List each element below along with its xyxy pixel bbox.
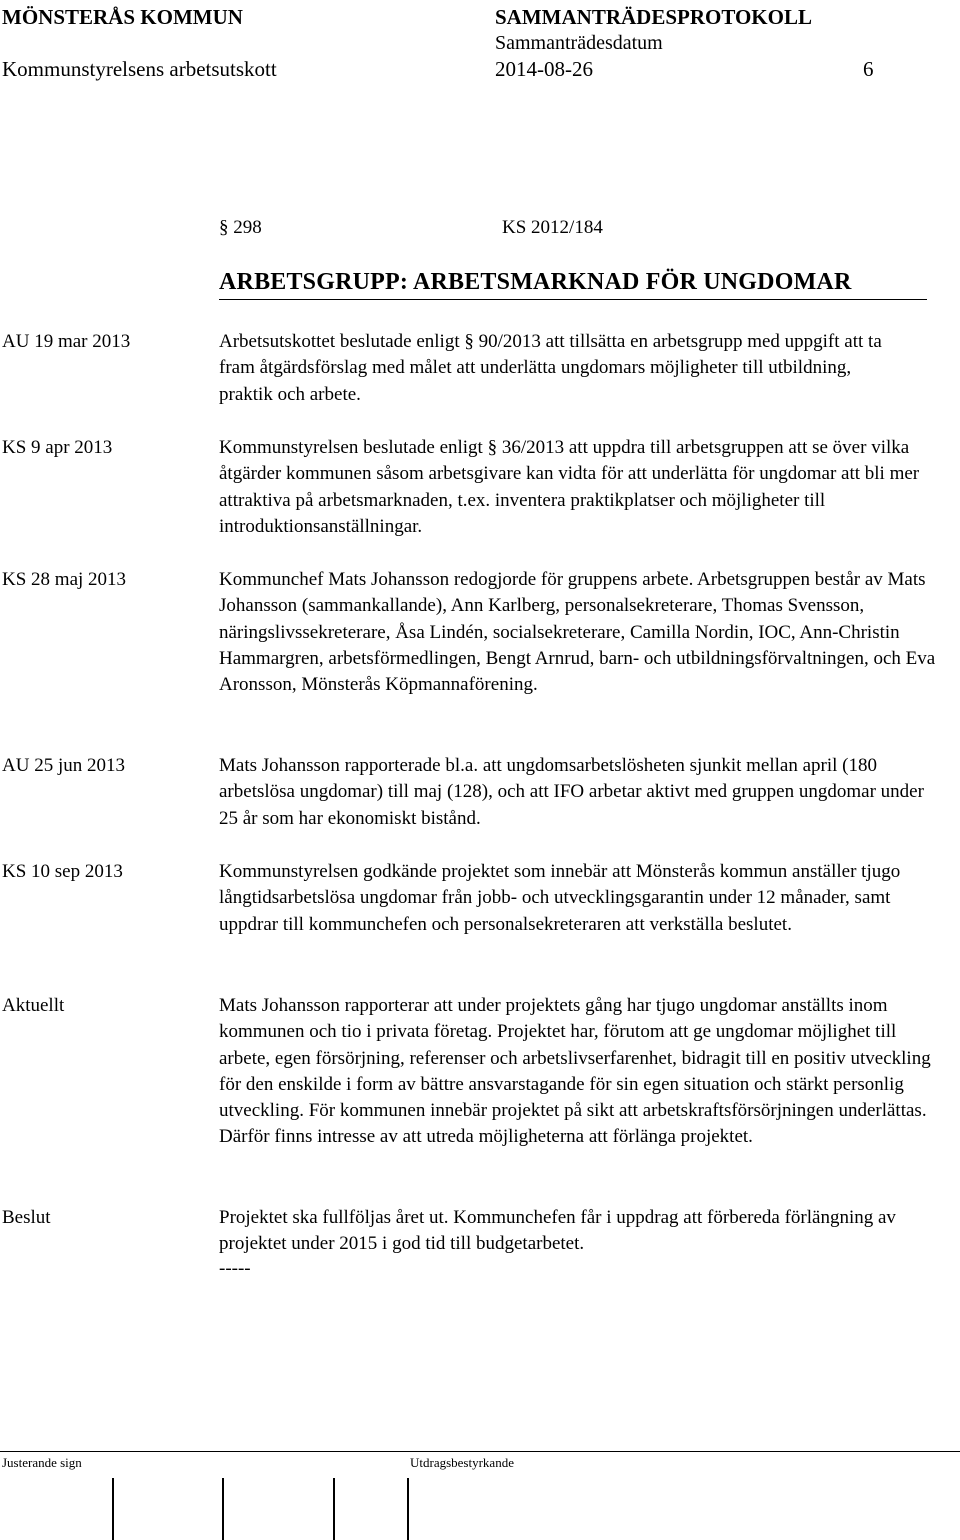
end-marker: ----- bbox=[219, 1257, 251, 1279]
signature-box-divider bbox=[112, 1478, 114, 1540]
entry-text: Projektet ska fullföljas året ut. Kommunchefen får i uppdrag att förbereda förlängning av projektet under 2015 i god tid till budgetarbetet. bbox=[219, 1207, 896, 1255]
entry-label: KS 28 maj 2013 bbox=[2, 569, 127, 590]
signature-box-divider bbox=[333, 1478, 335, 1540]
body-name: Kommunstyrelsens arbetsutskott bbox=[2, 57, 277, 81]
page-number: 6 bbox=[863, 57, 874, 81]
municipality-name: MÖNSTERÅS KOMMUN bbox=[2, 5, 243, 29]
entry-label: Aktuellt bbox=[2, 995, 65, 1016]
entry-text: Kommunchef Mats Johansson redogjorde för gruppens arbete. Arbetsgruppen består av Mats Johansson (sammankallande), Ann Karlberg, personalsekreterare, Thomas Svensson, näringslivssekreterare, Åsa Lindén, socialsekreterare, Camilla Nordin, IOC, Ann-Christin Hammargren, arbetsförmedlingen, Bengt Arnrud, barn- och utbildningsförvaltningen, och Eva Aronsson, Mönsterås Köpmannaförening. bbox=[219, 569, 936, 696]
entry-label: AU 19 mar 2013 bbox=[2, 331, 131, 352]
sign-label: Justerande sign bbox=[2, 1455, 82, 1470]
entry-text: Arbetsutskottet beslutade enligt § 90/2013 att tillsätta en arbetsgrupp med uppgift att ta fram åtgärdsförslag med målet att underlätta ungdomars möjligheter till utbildning, praktik och arbete. bbox=[219, 331, 882, 405]
meeting-date: 2014-08-26 bbox=[495, 57, 593, 81]
extract-label: Utdragsbestyrkande bbox=[410, 1455, 514, 1470]
document-type: SAMMANTRÄDESPROTOKOLL bbox=[495, 5, 812, 29]
date-label: Sammanträdesdatum bbox=[495, 32, 663, 54]
entry-text: Kommunstyrelsen beslutade enligt § 36/2013 att uppdra till arbetsgruppen att se över vilka åtgärder kommunen såsom arbetsgivare kan vidta för att underlätta för ungdomar att bli mer attraktiva på arbetsmarknaden, t.ex. inventera praktikplatser och möjligheter till introduktionsanställningar. bbox=[219, 437, 920, 537]
entry-text: Kommunstyrelsen godkände projektet som innebär att Mönsterås kommun anställer tjugo långtidsarbetslösa ungdomar från jobb- och utvecklingsgarantin under 12 månader, samt uppdrar till kommunchefen och personalsekreteraren att verkställa beslutet. bbox=[219, 861, 901, 935]
case-number: KS 2012/184 bbox=[502, 217, 603, 238]
entry-label: Beslut bbox=[2, 1207, 51, 1228]
entry-text: Mats Johansson rapporterar att under projektets gång har tjugo ungdomar anställts inom kommunen och tio i privata företag. Projektet har, förutom att ge ungdomar möjlighet till arbete, egen försörjning, referenser och arbetslivserfarenhet, bidragit till en positiv utveckling för den enskilde i form av bättre ansvarstagande för sin egen situation och stärkt personlig utveckling. För kommunen innebär projektet på sikt att arbetskraftsförsörjningen underlättas. Därför finns intresse av att utreda möjligheterna att förlänga projektet. bbox=[219, 995, 931, 1148]
entry-label: AU 25 jun 2013 bbox=[2, 755, 125, 776]
section-title: ARBETSGRUPP: ARBETSMARKNAD FÖR UNGDOMAR bbox=[219, 269, 852, 295]
paragraph-number: § 298 bbox=[219, 217, 262, 238]
entry-label: KS 10 sep 2013 bbox=[2, 861, 123, 882]
title-underline bbox=[219, 299, 927, 300]
footer-rule bbox=[0, 1451, 960, 1452]
entry-text: Mats Johansson rapporterade bl.a. att ungdomsarbetslösheten sjunkit mellan april (180 arbetslösa ungdomar) till maj (128), och att IFO arbetar aktivt med gruppen ungdomar under 25 år som har ekonomiskt bistånd. bbox=[219, 755, 924, 829]
signature-box-divider bbox=[407, 1478, 409, 1540]
signature-box-divider bbox=[222, 1478, 224, 1540]
entry-label: KS 9 apr 2013 bbox=[2, 437, 113, 458]
